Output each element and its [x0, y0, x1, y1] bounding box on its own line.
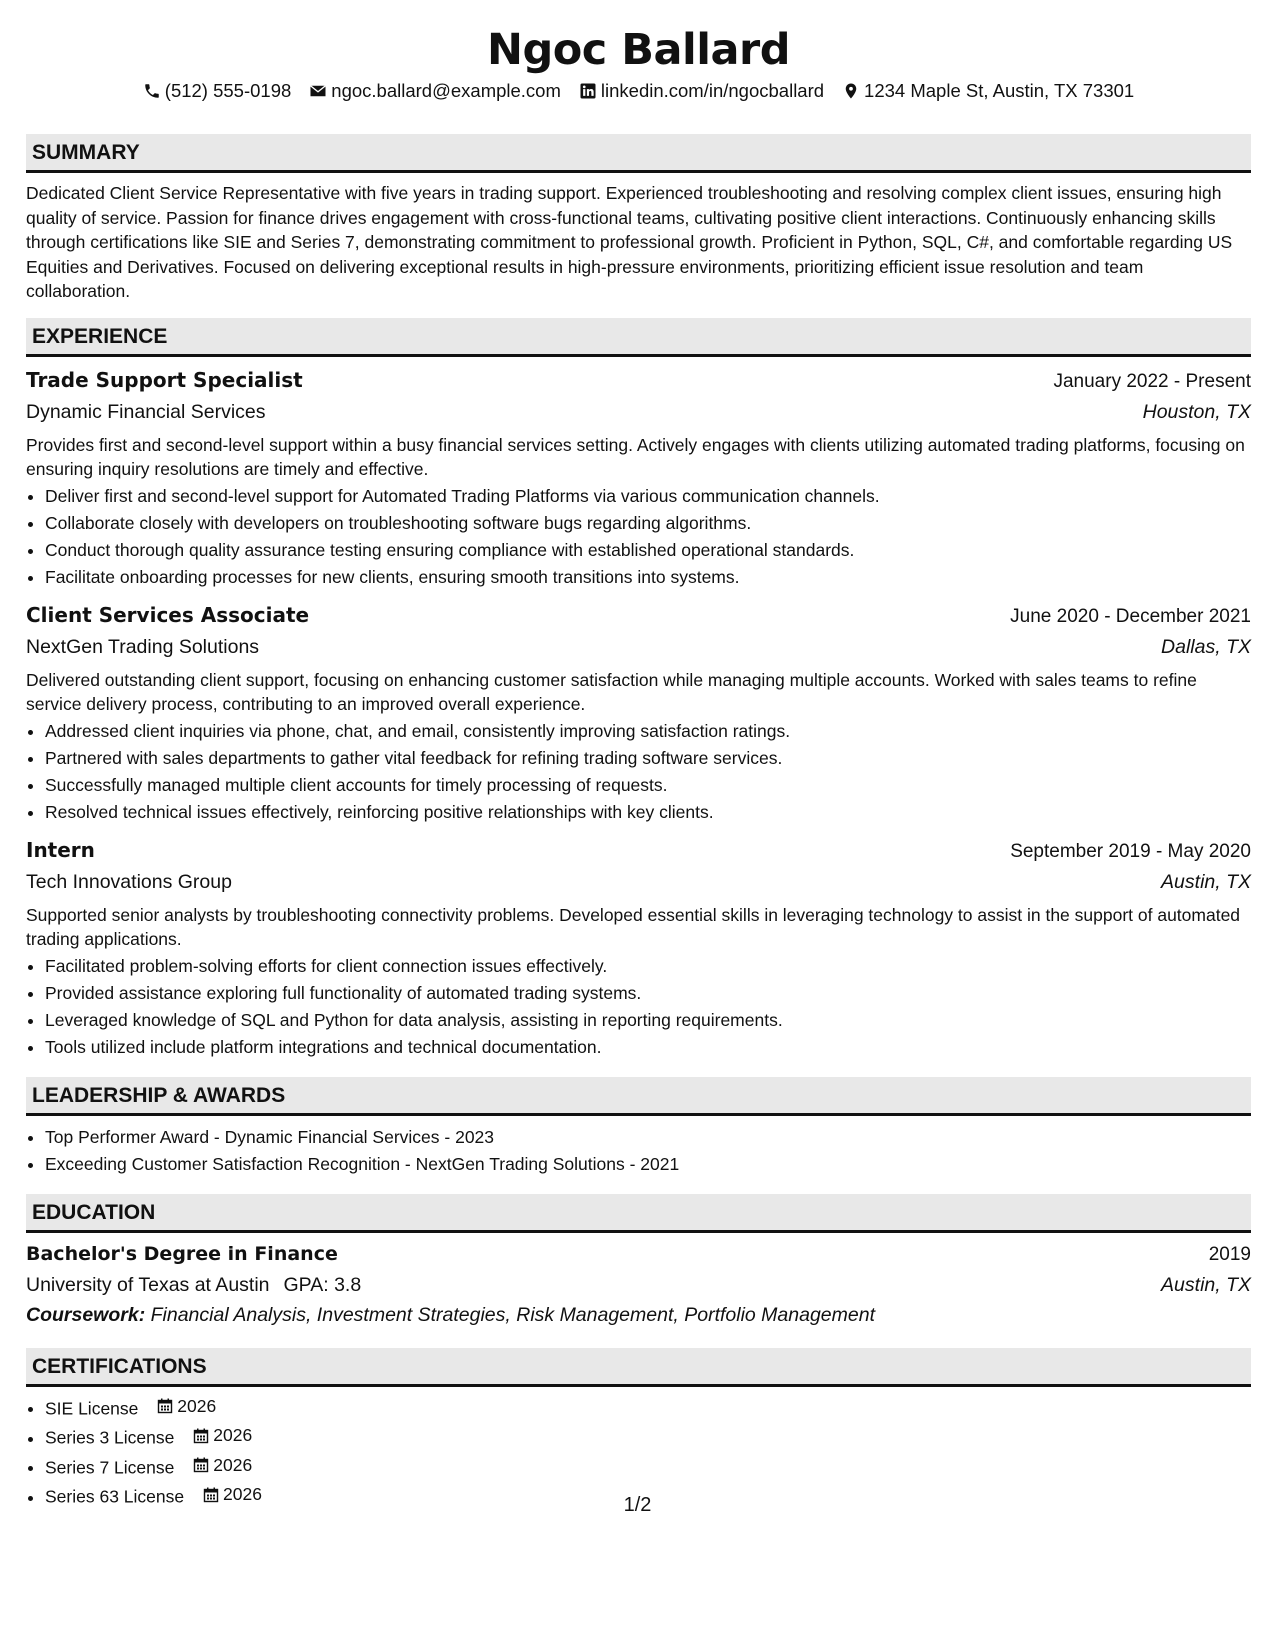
gpa: GPA: 3.8 — [283, 1273, 362, 1296]
bullet-item: • Addressed client inquiries via phone, chat, and email, consistently improving satisfaction ratings. — [45, 718, 1251, 745]
job-entry — [26, 835, 1251, 1061]
calendar-icon — [193, 1428, 209, 1444]
bullet-item: • Provided assistance exploring full functionality of automated trading systems. — [45, 980, 1251, 1007]
job-dates: January 2022 - Present — [1053, 370, 1251, 392]
certification-year: 2026 — [213, 1425, 253, 1445]
education-heading: EDUCATION — [26, 1194, 1251, 1233]
contact-address — [842, 78, 1134, 104]
envelope-icon — [309, 82, 327, 100]
award-item: • Top Performer Award - Dynamic Financial Services - 2023 — [45, 1124, 1251, 1151]
certification-year: 2026 — [177, 1395, 217, 1416]
contact-phone — [143, 78, 292, 104]
job-description: Provides first and second-level support within a busy financial services setting. Actively engages with clients utilizing automated trading platforms, focusing on ensuring inquiry resolutions are timely and effective. — [26, 434, 1245, 479]
leadership-list — [26, 1124, 1251, 1178]
certifications-heading: CERTIFICATIONS — [26, 1348, 1251, 1387]
linkedin-text: linkedin.com/in/ngocballard — [600, 80, 825, 101]
graduation-year: 2019 — [1208, 1243, 1251, 1265]
contact-email — [309, 78, 561, 104]
job-description: Supported senior analysts by troubleshooting connectivity problems. Developed essential skills in leveraging technology to assist in the support of automated trading applications. — [26, 904, 1241, 949]
bullet-item: • Partnered with sales departments to gather vital feedback for refining trading software services. — [45, 745, 1251, 772]
certification-name: Series 7 License — [45, 1457, 175, 1477]
address-text: 1234 Maple St, Austin, TX 73301 — [864, 80, 1135, 101]
job-bullets — [26, 953, 1251, 1061]
job-dates: June 2020 - December 2021 — [1010, 605, 1251, 627]
degree-title: Bachelor's Degree in Finance — [26, 1242, 338, 1265]
certification-item — [45, 1452, 1251, 1482]
job-entry — [26, 600, 1251, 826]
bullet-item: • Tools utilized include platform integrations and technical documentation. — [45, 1034, 1251, 1061]
certification-name: Series 63 License — [45, 1486, 185, 1507]
bullet-item: • Facilitate onboarding processes for new clients, ensuring smooth transitions into systems. — [45, 564, 1251, 591]
certification-item — [45, 1422, 1251, 1452]
calendar-icon — [193, 1457, 209, 1473]
job-title: Intern — [26, 837, 95, 862]
summary-text: Dedicated Client Service Representative with five years in trading support. Experienced troubleshooting and resolving complex client issues, ensuring high quality of service. Passion for finance drives engagement with cross-functional teams, cultivating positive client interactions. Continuously enhancing skills through certifications like SIE and Series 7, demonstrating commitment to professional growth. Proficient in Python, SQL, C#, and comfortable regarding US Equities and Derivatives. Focused on delivering exceptional results in high-pressure environments, prioritizing efficient issue resolution and team collaboration. — [26, 183, 1233, 301]
phone-icon — [143, 82, 161, 100]
job-entry — [26, 365, 1251, 591]
job-dates: September 2019 - May 2020 — [1010, 840, 1251, 862]
bullet-item: • Deliver first and second-level support for Automated Trading Platforms via various communication channels. — [45, 483, 1251, 510]
certification-year: 2026 — [213, 1454, 253, 1475]
candidate-name: Ngoc Ballard — [486, 25, 791, 75]
contact-bar — [26, 78, 1251, 104]
job-company: NextGen Trading Solutions — [26, 635, 260, 658]
job-location: Houston, TX — [1142, 400, 1251, 423]
bullet-item: • Facilitated problem-solving efforts for client connection issues effectively. — [45, 953, 1251, 980]
certification-name: Series 3 License — [45, 1427, 175, 1448]
job-description: Delivered outstanding client support, focusing on enhancing customer satisfaction while managing multiple accounts. Worked with sales teams to refine service delivery process, contributing to an improved overall experience. — [26, 669, 1197, 714]
job-company: Dynamic Financial Services — [26, 400, 266, 423]
school-location: Austin, TX — [1161, 1273, 1251, 1296]
resume-page — [26, 0, 1251, 1511]
job-title: Client Services Associate — [26, 602, 310, 627]
linkedin-icon — [579, 82, 597, 100]
phone-text: (512) 555-0198 — [164, 80, 292, 101]
job-bullets — [26, 718, 1251, 826]
contact-linkedin — [579, 78, 824, 104]
location-pin-icon — [842, 82, 860, 100]
certification-item — [45, 1393, 1251, 1423]
bullet-item: • Successfully managed multiple client accounts for timely processing of requests. — [45, 772, 1251, 799]
education-entry — [26, 1239, 1251, 1330]
certification-year: 2026 — [223, 1484, 262, 1504]
bullet-item: • Collaborate closely with developers on troubleshooting software bugs regarding algorithms. — [45, 510, 1251, 537]
coursework-list: Financial Analysis, Investment Strategies, Risk Management, Portfolio Management — [150, 1303, 875, 1326]
job-location: Dallas, TX — [1161, 635, 1251, 658]
certifications-list — [26, 1393, 1251, 1511]
leadership-heading: LEADERSHIP & AWARDS — [26, 1077, 1251, 1116]
summary-heading: SUMMARY — [26, 134, 1251, 173]
bullet-item: • Leveraged knowledge of SQL and Python for data analysis, assisting in reporting requirements. — [45, 1007, 1251, 1034]
bullet-item: • Resolved technical issues effectively, reinforcing positive relationships with key clients. — [45, 799, 1251, 826]
certification-name: SIE License — [45, 1398, 139, 1418]
page-number: 1/2 — [623, 1494, 652, 1516]
calendar-icon — [157, 1398, 173, 1414]
experience-heading: EXPERIENCE — [26, 318, 1251, 357]
job-title: Trade Support Specialist — [26, 367, 303, 392]
bullet-item: • Conduct thorough quality assurance testing ensuring compliance with established operational standards. — [45, 537, 1251, 564]
school-name: University of Texas at Austin — [26, 1273, 270, 1296]
job-bullets — [26, 483, 1251, 591]
coursework-label: Coursework: — [26, 1303, 146, 1326]
email-text: ngoc.ballard@example.com — [331, 80, 561, 101]
coursework — [26, 1300, 1251, 1330]
job-company: Tech Innovations Group — [26, 870, 232, 893]
job-location: Austin, TX — [1161, 870, 1251, 893]
award-item: • Exceeding Customer Satisfaction Recognition - NextGen Trading Solutions - 2021 — [45, 1151, 1251, 1178]
